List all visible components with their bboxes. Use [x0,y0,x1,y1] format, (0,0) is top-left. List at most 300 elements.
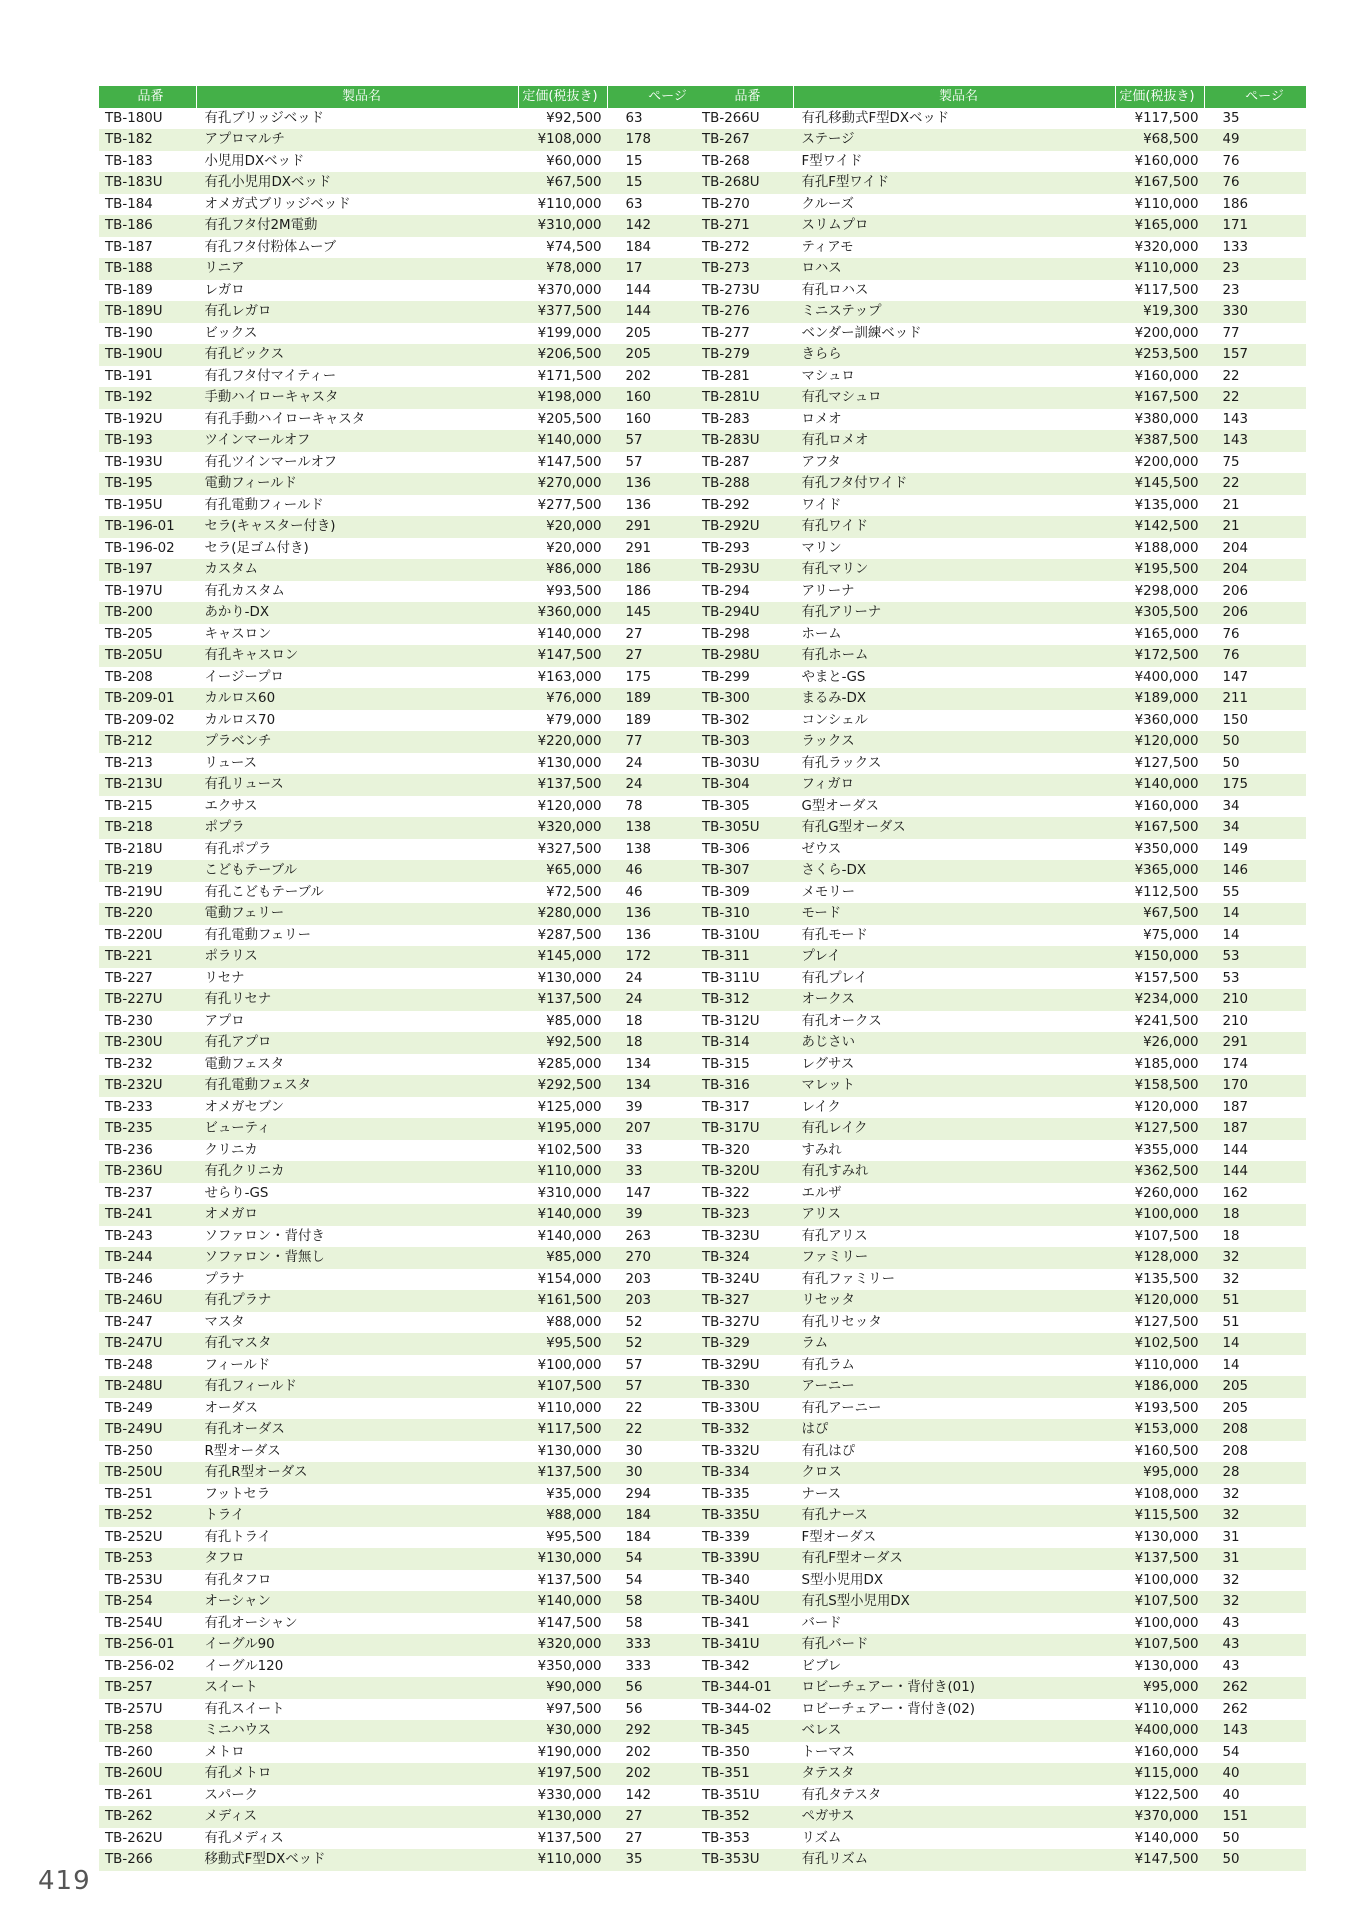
table-row [696,796,1306,818]
page-ref-cell: 294 [625,1486,652,1502]
page-ref-cell: 27 [608,1806,710,1828]
price-cell: ¥102,500 [537,1142,602,1158]
page-ref-cell: 205 [608,344,710,366]
table-row [99,1634,709,1656]
page-ref-cell: 50 [1205,1849,1307,1871]
product-name-cell: ツインマールオフ [197,430,519,452]
price-cell: ¥160,000 [1134,368,1199,384]
table-row [99,1333,709,1355]
price-cell: ¥125,000 [537,1099,602,1115]
table-row [696,344,1306,366]
page-ref-cell: 56 [625,1701,643,1717]
product-code-cell: TB-281 [702,368,750,384]
product-code-cell: TB-220 [99,903,197,925]
price-cell: ¥147,500 [537,1615,602,1631]
table-row [99,1462,709,1484]
page-ref-cell: 157 [1205,344,1307,366]
product-name-cell: オメガセブン [204,1099,285,1115]
product-name-cell: 有孔電動フィールド [204,497,324,513]
product-name-cell: 有孔こどもテーブル [204,884,324,900]
price-cell: ¥188,000 [1134,540,1199,556]
table-row [696,172,1306,194]
price-cell: ¥153,000 [1116,1419,1205,1441]
product-code-cell: TB-344-01 [696,1677,794,1699]
price-cell: ¥110,000 [537,196,602,212]
product-code-cell: TB-253U [105,1572,163,1588]
price-cell: ¥195,500 [1116,559,1205,581]
page-ref-cell: 144 [1222,1142,1249,1158]
page-ref-cell: 147 [625,1185,652,1201]
product-name-cell: ワイド [801,497,842,513]
price-cell: ¥185,000 [1134,1056,1199,1072]
page-ref-cell: 22 [1222,368,1240,384]
price-cell: ¥120,000 [537,798,602,814]
product-code-cell: TB-209-02 [105,712,175,728]
product-code-cell: TB-248U [99,1376,197,1398]
table-row [99,1376,709,1398]
page-ref-cell: 206 [1205,602,1307,624]
table-row [696,1484,1306,1506]
table-header-row [99,86,709,108]
product-name-cell: リニア [197,258,519,280]
table-row [696,1742,1306,1764]
table-row [99,645,709,667]
column-header-code: 品番 [99,86,197,108]
price-cell: ¥95,000 [1116,1462,1205,1484]
product-code-cell: TB-247U [99,1333,197,1355]
product-code-cell: TB-304 [696,774,794,796]
table-row [99,1355,709,1377]
page-ref-cell: 78 [625,798,643,814]
product-code-cell: TB-262 [99,1806,197,1828]
product-code-cell: TB-196-02 [105,540,175,556]
product-name-cell: 有孔電動フェスタ [197,1075,519,1097]
table-row [99,1570,709,1592]
page-ref-cell: 174 [1222,1056,1249,1072]
product-name-cell: ロビーチェアー・背付き(01) [794,1677,1116,1699]
product-code-cell: TB-180U [105,110,163,126]
table-row [99,1226,709,1248]
table-row [696,1312,1306,1334]
product-code-cell: TB-247 [105,1314,153,1330]
page-ref-cell: 136 [625,927,652,943]
product-code-cell: TB-250 [105,1443,153,1459]
table-row [99,1591,709,1613]
page-ref-cell: 186 [625,583,652,599]
product-name-cell: クロス [794,1462,1116,1484]
table-row [696,1419,1306,1441]
page-ref-cell: 28 [1205,1462,1307,1484]
product-name-cell: スイート [197,1677,519,1699]
table-row [696,1763,1306,1785]
column-header-page: ページ [608,86,710,108]
table-row [696,624,1306,646]
page-ref-cell: 43 [1205,1634,1307,1656]
price-cell: ¥88,000 [519,1505,608,1527]
page-ref-cell: 186 [1222,196,1249,212]
table-row [696,817,1306,839]
table-row [696,1269,1306,1291]
page-ref-cell: 15 [625,153,643,169]
price-cell: ¥140,000 [537,1228,602,1244]
product-code-cell: TB-300 [696,688,794,710]
product-code-cell: TB-341 [702,1615,750,1631]
product-code-cell: TB-256-02 [105,1658,175,1674]
product-code-cell: TB-254 [99,1591,197,1613]
product-name-cell: 有孔ナース [794,1505,1116,1527]
table-row [99,667,709,689]
product-name-cell: 有孔トライ [204,1529,272,1545]
table-row [696,495,1306,517]
product-name-cell: 有孔リセッタ [801,1314,882,1330]
product-name-cell: 電動フィールド [197,473,519,495]
table-row [99,1849,709,1871]
price-cell: ¥145,000 [519,946,608,968]
page-ref-cell: 14 [1205,903,1307,925]
page-ref-cell: 149 [1222,841,1249,857]
product-code-cell: TB-219 [99,860,197,882]
page-ref-cell: 187 [1205,1118,1307,1140]
product-code-cell: TB-306 [702,841,750,857]
product-code-cell: TB-292U [696,516,794,538]
product-name-cell: やまと-GS [801,669,866,685]
page-ref-cell: 33 [608,1161,710,1183]
price-cell: ¥193,500 [1134,1400,1199,1416]
product-name-cell: リセッタ [794,1290,1116,1312]
price-cell: ¥145,500 [1116,473,1205,495]
product-name-cell: メトロ [204,1744,245,1760]
price-cell: ¥190,000 [537,1744,602,1760]
page-ref-cell: 142 [608,215,710,237]
product-name-cell: 有孔フタ付粉体ムーブ [204,239,337,255]
page-ref-cell: 55 [1222,884,1240,900]
product-code-cell: TB-299 [702,669,750,685]
price-cell: ¥120,000 [1116,731,1205,753]
product-name-cell: レガロ [204,282,245,298]
table-row [696,1656,1306,1678]
table-row [696,710,1306,732]
table-row [99,280,709,302]
page-ref-cell: 23 [1205,258,1307,280]
price-cell: ¥362,500 [1116,1161,1205,1183]
price-cell: ¥140,000 [519,430,608,452]
table-row [99,925,709,947]
price-cell: ¥400,000 [1116,1720,1205,1742]
price-cell: ¥327,500 [537,841,602,857]
product-name-cell: 手動ハイローキャスタ [197,387,519,409]
table-row [696,1333,1306,1355]
price-cell: ¥75,000 [1143,927,1199,943]
table-row [696,581,1306,603]
product-name-cell: 有孔オークス [801,1013,882,1029]
price-cell: ¥128,000 [1116,1247,1205,1269]
table-row [99,710,709,732]
page-ref-cell: 205 [1205,1376,1307,1398]
product-name-cell: リズム [801,1830,842,1846]
product-code-cell: TB-273U [702,282,760,298]
price-cell: ¥380,000 [1134,411,1199,427]
price-cell: ¥305,500 [1116,602,1205,624]
table-row [696,968,1306,990]
product-code-cell: TB-279 [696,344,794,366]
table-row [696,387,1306,409]
table-row [696,1290,1306,1312]
table-row [696,1118,1306,1140]
product-name-cell: ベンダー訓練ベッド [801,325,922,341]
table-row [99,430,709,452]
price-cell: ¥100,000 [1134,1615,1199,1631]
product-name-cell: 有孔S型小児用DX [794,1591,1116,1613]
price-cell: ¥142,500 [1116,516,1205,538]
product-name-cell: ロメオ [801,411,842,427]
product-name-cell: カルロス70 [204,712,276,728]
price-cell: ¥163,000 [537,669,602,685]
table-row [99,409,709,431]
product-code-cell: TB-293U [696,559,794,581]
product-code-cell: TB-219U [105,884,163,900]
table-row [99,839,709,861]
page-ref-cell: 54 [625,1572,643,1588]
page-ref-cell: 54 [1222,1744,1240,1760]
price-cell: ¥95,500 [546,1529,602,1545]
product-name-cell: はぴ [794,1419,1116,1441]
table-row [99,1742,709,1764]
table-row [99,796,709,818]
page-ref-cell: 50 [1205,731,1307,753]
page-ref-cell: 30 [608,1462,710,1484]
page-ref-cell: 210 [1222,1013,1249,1029]
price-cell: ¥171,500 [537,368,602,384]
product-code-cell: TB-189U [99,301,197,323]
table-row [99,989,709,1011]
product-name-cell: コンシェル [801,712,868,728]
price-cell: ¥189,000 [1116,688,1205,710]
product-code-cell: TB-305 [702,798,750,814]
table-row [696,602,1306,624]
price-cell: ¥140,000 [537,626,602,642]
price-cell: ¥330,000 [537,1787,602,1803]
table-row [696,559,1306,581]
price-cell: ¥20,000 [546,540,602,556]
page-ref-cell: 40 [1205,1763,1307,1785]
product-code-cell: TB-332U [702,1443,760,1459]
product-code-cell: TB-196-01 [99,516,197,538]
price-cell: ¥205,500 [537,411,602,427]
page-ref-cell: 202 [608,1763,710,1785]
price-cell: ¥165,000 [1116,215,1205,237]
price-cell: ¥160,000 [1134,1744,1199,1760]
product-code-cell: TB-182 [99,129,197,151]
product-name-cell: F型オーダス [801,1529,877,1545]
product-code-cell: TB-330U [702,1400,760,1416]
price-cell: ¥135,000 [1134,497,1199,513]
page-ref-cell: 24 [625,970,643,986]
price-cell: ¥110,000 [537,1400,602,1416]
page-ref-cell: 32 [1222,1486,1240,1502]
table-row [696,1828,1306,1850]
price-cell: ¥110,000 [1134,1701,1199,1717]
product-code-cell: TB-339U [696,1548,794,1570]
product-name-cell: 有孔バード [794,1634,1116,1656]
price-cell: ¥277,500 [537,497,602,513]
page-ref-cell: 58 [625,1615,643,1631]
product-code-cell: TB-232 [105,1056,153,1072]
table-row [99,108,709,130]
page-ref-cell: 143 [1205,1720,1307,1742]
product-code-cell: TB-324U [702,1271,760,1287]
price-cell: ¥260,000 [1134,1185,1199,1201]
table-row [99,1097,709,1119]
product-code-cell: TB-303 [696,731,794,753]
product-name-cell: 有孔小児用DXベッド [197,172,519,194]
product-name-cell: クリニカ [204,1142,258,1158]
page-ref-cell: 142 [625,1787,652,1803]
table-row [696,1441,1306,1463]
product-code-cell: TB-316 [696,1075,794,1097]
table-row [696,1355,1306,1377]
product-name-cell: 有孔ファミリー [801,1271,895,1287]
product-name-cell: 有孔マリン [794,559,1116,581]
product-name-cell: 有孔G型オーダス [794,817,1116,839]
table-row [696,194,1306,216]
price-cell: ¥137,500 [537,1830,602,1846]
product-code-cell: TB-329U [702,1357,760,1373]
product-name-cell: あじさい [794,1032,1116,1054]
product-name-cell: クルーズ [801,196,854,212]
table-row [99,1806,709,1828]
price-cell: ¥200,000 [1134,325,1199,341]
page-ref-cell: 43 [1222,1658,1240,1674]
product-code-cell: TB-303U [702,755,760,771]
page-ref-cell: 333 [608,1634,710,1656]
product-code-cell: TB-213 [105,755,153,771]
product-name-cell: すみれ [801,1142,842,1158]
page-ref-cell: 32 [1222,1572,1240,1588]
page-ref-cell: 50 [1222,755,1240,771]
page-ref-cell: 203 [625,1271,652,1287]
table-row [99,1247,709,1269]
page-ref-cell: 63 [625,196,643,212]
price-cell: ¥107,500 [1116,1591,1205,1613]
product-name-cell: ペガサス [794,1806,1116,1828]
product-code-cell: TB-215 [105,798,153,814]
product-code-cell: TB-309 [702,884,750,900]
page-ref-cell: 147 [1222,669,1249,685]
product-name-cell: ミニステップ [794,301,1116,323]
price-cell: ¥110,000 [1116,258,1205,280]
product-name-cell: 有孔アプロ [197,1032,519,1054]
price-cell: ¥370,000 [1116,1806,1205,1828]
product-code-cell: TB-193U [105,454,163,470]
product-code-cell: TB-271 [696,215,794,237]
product-name-cell: さくら-DX [794,860,1116,882]
price-cell: ¥130,000 [1134,1529,1199,1545]
page-ref-cell: 292 [608,1720,710,1742]
page-ref-cell: 27 [625,626,643,642]
page-ref-cell: 32 [1205,1505,1307,1527]
product-code-cell: TB-292 [702,497,750,513]
price-cell: ¥26,000 [1116,1032,1205,1054]
product-name-cell: ミニハウス [197,1720,519,1742]
product-name-cell: 有孔手動ハイローキャスタ [204,411,366,427]
table-row [99,151,709,173]
product-name-cell: ロビーチェアー・背付き(02) [801,1701,975,1717]
product-name-cell: エクサス [204,798,258,814]
price-cell: ¥241,500 [1134,1013,1199,1029]
price-cell: ¥160,500 [1134,1443,1199,1459]
product-name-cell: 有孔ホーム [794,645,1116,667]
product-code-cell: TB-311 [696,946,794,968]
price-cell: ¥78,000 [519,258,608,280]
product-code-cell: TB-244 [99,1247,197,1269]
product-code-cell: TB-187 [105,239,153,255]
product-name-cell: 小児用DXベッド [204,153,305,169]
price-cell: ¥110,000 [1134,196,1199,212]
price-cell: ¥298,000 [1134,583,1199,599]
product-code-cell: TB-246 [105,1271,153,1287]
product-name-cell: マスタ [204,1314,245,1330]
product-name-cell: 有孔レイク [794,1118,1116,1140]
table-row [696,774,1306,796]
price-cell: ¥95,500 [519,1333,608,1355]
product-code-cell: TB-243 [105,1228,153,1244]
table-row [696,1548,1306,1570]
page-ref-cell: 31 [1205,1548,1307,1570]
product-code-cell: TB-332 [696,1419,794,1441]
product-name-cell: 有孔F型ワイド [794,172,1116,194]
product-code-cell: TB-311U [702,970,760,986]
table-row [99,366,709,388]
price-cell: ¥137,500 [519,989,608,1011]
product-name-cell: 有孔プラナ [197,1290,519,1312]
price-cell: ¥377,500 [519,301,608,323]
product-code-cell: TB-310 [696,903,794,925]
table-row [696,1398,1306,1420]
price-cell: ¥285,000 [537,1056,602,1072]
product-name-cell: マシュロ [801,368,855,384]
product-name-cell: イージープロ [204,669,284,685]
table-row [696,430,1306,452]
product-code-cell: TB-197U [105,583,163,599]
product-name-cell: アプロ [204,1013,245,1029]
table-row [99,946,709,968]
page-ref-cell: 136 [625,497,652,513]
page-ref-cell: 57 [608,430,710,452]
page-ref-cell: 34 [1205,817,1307,839]
product-code-cell: TB-250U [99,1462,197,1484]
table-row [696,280,1306,302]
product-name-cell: カスタム [197,559,519,581]
price-cell: ¥292,500 [519,1075,608,1097]
product-name-cell: 電動フェリー [197,903,519,925]
product-code-cell: TB-276 [696,301,794,323]
table-row [696,839,1306,861]
price-cell: ¥130,000 [1134,1658,1199,1674]
table-row [99,1527,709,1549]
page-ref-cell: 31 [1222,1529,1240,1545]
page-ref-cell: 30 [625,1443,643,1459]
product-code-cell: TB-232U [99,1075,197,1097]
price-cell: ¥197,500 [519,1763,608,1785]
page-ref-cell: 50 [1222,1830,1240,1846]
price-cell: ¥280,000 [519,903,608,925]
table-row [696,538,1306,560]
product-name-cell: ナース [801,1486,842,1502]
product-code-cell: TB-230U [99,1032,197,1054]
table-row [696,667,1306,689]
table-row [99,1290,709,1312]
page-ref-cell: 18 [1222,1228,1240,1244]
